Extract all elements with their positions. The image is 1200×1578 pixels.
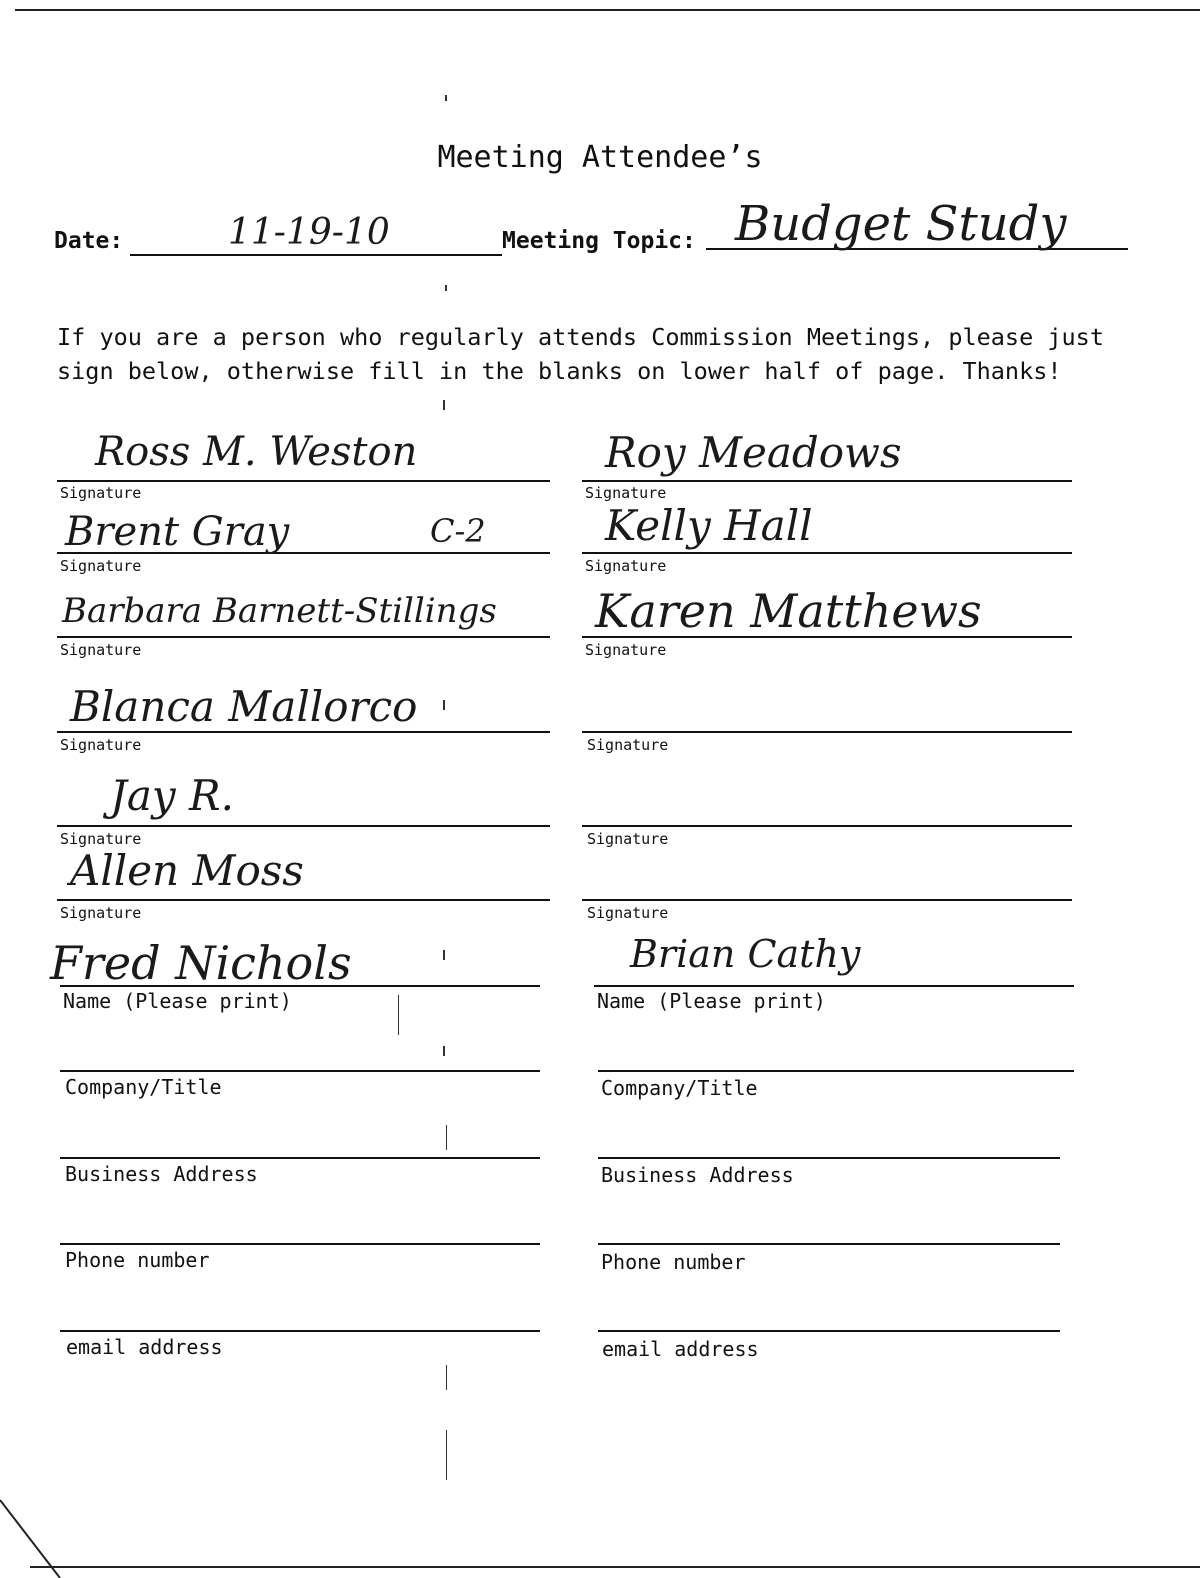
date-line bbox=[130, 254, 502, 256]
scan-speck bbox=[398, 995, 399, 1035]
topic-value: Budget Study bbox=[735, 196, 1067, 252]
address-label: Business Address bbox=[601, 1163, 794, 1187]
signature-line bbox=[57, 731, 550, 733]
signature-9: Karen Matthews bbox=[595, 584, 982, 638]
signature-line bbox=[57, 480, 550, 482]
phone-line bbox=[60, 1243, 540, 1245]
printed-name-left: Fred Nichols bbox=[50, 936, 352, 990]
email-line bbox=[598, 1330, 1060, 1332]
phone-label: Phone number bbox=[65, 1248, 210, 1272]
scan-speck bbox=[443, 700, 445, 710]
phone-line bbox=[598, 1243, 1060, 1245]
signature-label: Signature bbox=[587, 830, 669, 848]
page-top-edge bbox=[15, 9, 1200, 11]
email-label: email address bbox=[66, 1335, 223, 1359]
date-label: Date: bbox=[54, 228, 124, 254]
folded-corner bbox=[0, 1480, 80, 1578]
signature-3: Barbara Barnett-Stillings bbox=[62, 591, 497, 631]
signature-line bbox=[57, 899, 550, 901]
signature-label: Signature bbox=[60, 904, 142, 922]
scan-speck bbox=[446, 1365, 447, 1390]
signature-line bbox=[57, 825, 550, 827]
phone-label: Phone number bbox=[601, 1250, 746, 1274]
signature-label: Signature bbox=[60, 830, 142, 848]
address-line bbox=[60, 1157, 540, 1159]
scan-speck bbox=[446, 1430, 447, 1480]
printed-name-right: Brian Cathy bbox=[630, 932, 861, 976]
signature-line bbox=[582, 552, 1072, 554]
signature-label: Signature bbox=[585, 557, 667, 575]
signature-2: Brent Gray bbox=[65, 509, 290, 555]
scan-speck bbox=[443, 950, 445, 960]
signature-label: Signature bbox=[60, 736, 142, 754]
signature-label: Signature bbox=[60, 641, 142, 659]
page-bottom-edge bbox=[30, 1566, 1200, 1568]
page-title: Meeting Attendee’s bbox=[437, 140, 763, 175]
company-label: Company/Title bbox=[601, 1076, 758, 1100]
name-line bbox=[60, 985, 540, 987]
date-value: 11-19-10 bbox=[228, 212, 390, 253]
signature-label: Signature bbox=[587, 904, 669, 922]
signature-line bbox=[582, 480, 1072, 482]
signature-line bbox=[582, 899, 1072, 901]
company-label: Company/Title bbox=[65, 1075, 222, 1099]
signature-7: Roy Meadows bbox=[605, 428, 902, 477]
name-line bbox=[594, 985, 1074, 987]
signature-label: Signature bbox=[587, 736, 669, 754]
signature-8: Kelly Hall bbox=[605, 501, 813, 550]
signature-6: Allen Moss bbox=[70, 846, 304, 895]
company-line bbox=[598, 1070, 1074, 1072]
signature-note: C-2 bbox=[430, 512, 486, 550]
scan-speck bbox=[445, 95, 447, 101]
name-label: Name (Please print) bbox=[63, 989, 292, 1013]
address-label: Business Address bbox=[65, 1162, 258, 1186]
signature-4: Blanca Mallorco bbox=[70, 682, 418, 731]
signature-5: Jay R. bbox=[110, 771, 234, 820]
email-line bbox=[60, 1330, 540, 1332]
signature-label: Signature bbox=[60, 484, 142, 502]
company-line bbox=[60, 1070, 540, 1072]
email-label: email address bbox=[602, 1337, 759, 1361]
name-label: Name (Please print) bbox=[597, 989, 826, 1013]
scan-speck bbox=[445, 285, 447, 291]
signature-label: Signature bbox=[60, 557, 142, 575]
signature-line bbox=[582, 731, 1072, 733]
signature-label: Signature bbox=[585, 641, 667, 659]
signature-label: Signature bbox=[585, 484, 667, 502]
intro-text: If you are a person who regularly attends Commission Meetings, please just sign below, otherwise fill in the blanks on lower half of page. Thanks! bbox=[57, 323, 1104, 385]
signature-line bbox=[582, 825, 1072, 827]
signature-line bbox=[57, 636, 550, 638]
scan-speck bbox=[443, 400, 445, 410]
scan-speck bbox=[446, 1125, 447, 1150]
address-line bbox=[598, 1157, 1060, 1159]
scan-speck bbox=[443, 1046, 445, 1056]
signature-1: Ross M. Weston bbox=[95, 429, 418, 475]
topic-label: Meeting Topic: bbox=[502, 228, 696, 254]
